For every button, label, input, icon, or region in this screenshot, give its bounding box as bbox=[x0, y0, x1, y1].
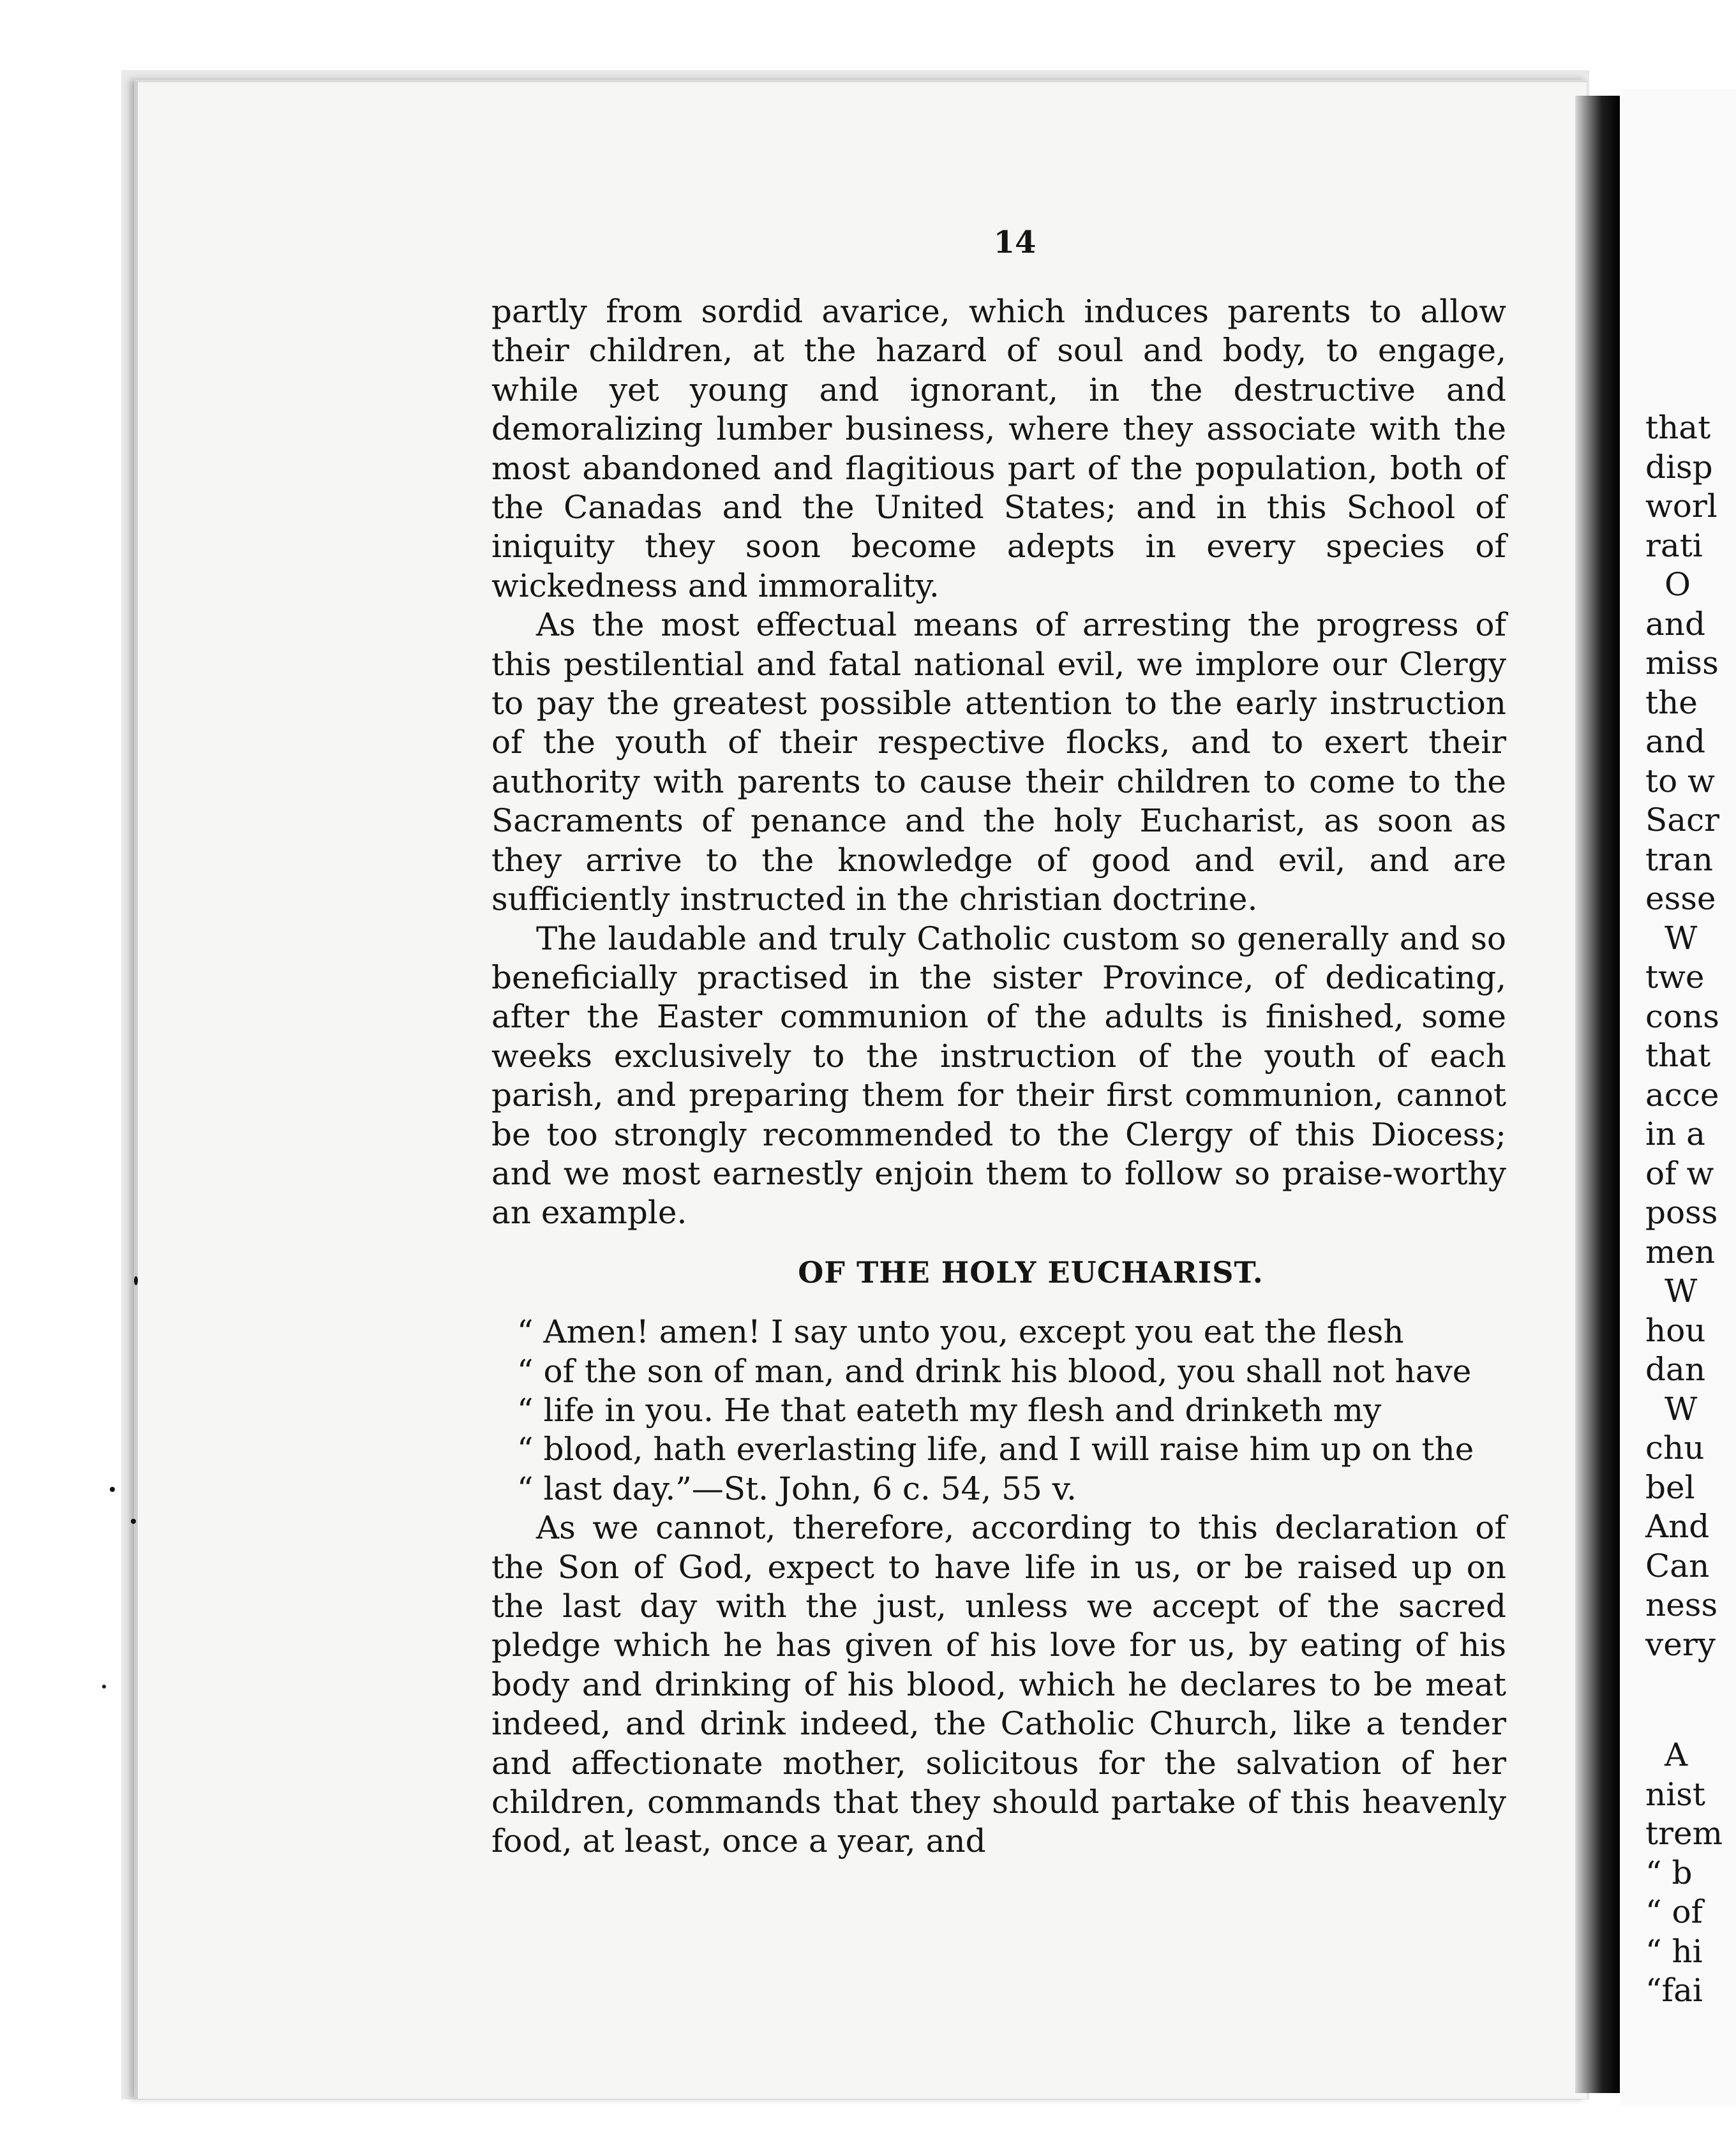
page-number: 14 bbox=[993, 225, 1036, 260]
facing-line: that bbox=[1645, 1037, 1711, 1074]
facing-line: of w bbox=[1645, 1154, 1714, 1192]
section-heading: OF THE HOLY EUCHARIST. bbox=[798, 1255, 1264, 1290]
scan-speck bbox=[110, 1487, 115, 1492]
facing-line: “fai bbox=[1645, 1972, 1703, 2009]
facing-line: “ hi bbox=[1645, 1932, 1703, 1970]
facing-line: O bbox=[1665, 566, 1691, 603]
facing-line: disp bbox=[1645, 448, 1713, 486]
facing-page-text bbox=[1645, 408, 1723, 2011]
facing-line: dan bbox=[1645, 1351, 1706, 1388]
facing-line: bel bbox=[1645, 1468, 1695, 1506]
facing-line: W bbox=[1665, 1390, 1698, 1427]
quote-line: “ life in you. He that eateth my flesh and drinketh my bbox=[517, 1391, 1382, 1429]
facing-line: rati bbox=[1645, 526, 1703, 564]
facing-page bbox=[1620, 89, 1736, 2106]
facing-line: trem bbox=[1645, 1815, 1723, 1852]
paragraph: As the most effectual means of arresting the progress of this pestilential and fatal national evil, we implore our Clergy to pay the greatest possible attention to the early instruction of the youth of their respective flocks, and to exert their authority with parents to cause their children to come to the Sacraments of penance and the holy Eucharist, as soon as they arrive to the knowledge of good and evil, and are sufficiently instructed in the christian doctrine. bbox=[491, 606, 1506, 918]
facing-line: cons bbox=[1645, 997, 1719, 1035]
facing-line: ness bbox=[1645, 1586, 1718, 1623]
facing-line: in a bbox=[1645, 1115, 1705, 1152]
facing-line: and bbox=[1645, 605, 1706, 643]
facing-line: twe bbox=[1645, 958, 1705, 995]
facing-line: miss bbox=[1645, 645, 1719, 682]
quote-line: “ of the son of man, and drink his blood, you shall not have bbox=[517, 1352, 1472, 1390]
body-text bbox=[491, 292, 1506, 1861]
quote-line: “ last day.”—St. John, 6 c. 54, 55 v. bbox=[517, 1470, 1077, 1507]
paragraph: partly from sordid avarice, which induces parents to allow their children, at the hazard of soul and body, to engage, while yet young and ignorant, in the destructive and demoralizing lumber business, where they associate with the most abandoned and flagitious part of the population, both of the Canadas and the United States; and in this School of iniquity they soon become adepts in every species of wickedness and immorality. bbox=[491, 293, 1506, 604]
facing-line: W bbox=[1665, 919, 1698, 957]
facing-line: Sacr bbox=[1645, 801, 1719, 838]
facing-line: “ of bbox=[1645, 1893, 1703, 1930]
facing-line: poss bbox=[1645, 1194, 1718, 1231]
book-gutter bbox=[1575, 96, 1620, 2093]
scan-speck bbox=[134, 1276, 138, 1285]
paragraph: As we cannot, therefore, according to this declaration of the Son of God, expect to have life in us, or be raised up on the last day with the just, unless we accept of the sacred pledge which he has given of his love for us, by eating of his body and drinking of his blood, which he declares to be meat indeed, and drink indeed, the Catholic Church, like a tender and affectionate mother, solicitous for the salvation of her children, commands that they should partake of this heavenly food, at least, once a year, and bbox=[491, 1509, 1506, 1860]
facing-line: W bbox=[1665, 1272, 1698, 1309]
facing-line: very bbox=[1645, 1625, 1716, 1663]
facing-line: chu bbox=[1645, 1429, 1705, 1466]
facing-line: A bbox=[1665, 1736, 1688, 1773]
scan-speck bbox=[102, 1685, 106, 1688]
scripture-quote bbox=[491, 1313, 1506, 1509]
facing-line: hou bbox=[1645, 1311, 1706, 1349]
facing-line: “ b bbox=[1645, 1854, 1693, 1891]
facing-line: esse bbox=[1645, 880, 1716, 917]
facing-line: the bbox=[1645, 683, 1698, 721]
facing-line: acce bbox=[1645, 1076, 1719, 1114]
facing-line: men bbox=[1645, 1233, 1716, 1271]
facing-line: nist bbox=[1645, 1775, 1705, 1813]
quote-line: “ blood, hath everlasting life, and I will raise him up on the bbox=[517, 1431, 1474, 1468]
scan-speck bbox=[131, 1519, 136, 1524]
facing-line: and bbox=[1645, 723, 1706, 760]
facing-line: tran bbox=[1645, 840, 1714, 878]
quote-line: “ Amen! amen! I say unto you, except you eat the flesh bbox=[517, 1313, 1404, 1351]
facing-line: to w bbox=[1645, 762, 1715, 800]
facing-line: worl bbox=[1645, 488, 1717, 525]
facing-line: that bbox=[1645, 409, 1711, 446]
facing-line: Can bbox=[1645, 1547, 1710, 1584]
paragraph: The laudable and truly Catholic custom so generally and so beneficially practised in the sister Province, of dedicating, after the Easter communion of the adults is finished, some weeks exclusively to the instruction of the youth of each parish, and preparing them for their first communion, cannot be too strongly recommended to the Clergy of this Diocess; and we most earnestly enjoin them to follow so praise-worthy an example. bbox=[491, 920, 1506, 1232]
facing-line: And bbox=[1645, 1508, 1710, 1545]
